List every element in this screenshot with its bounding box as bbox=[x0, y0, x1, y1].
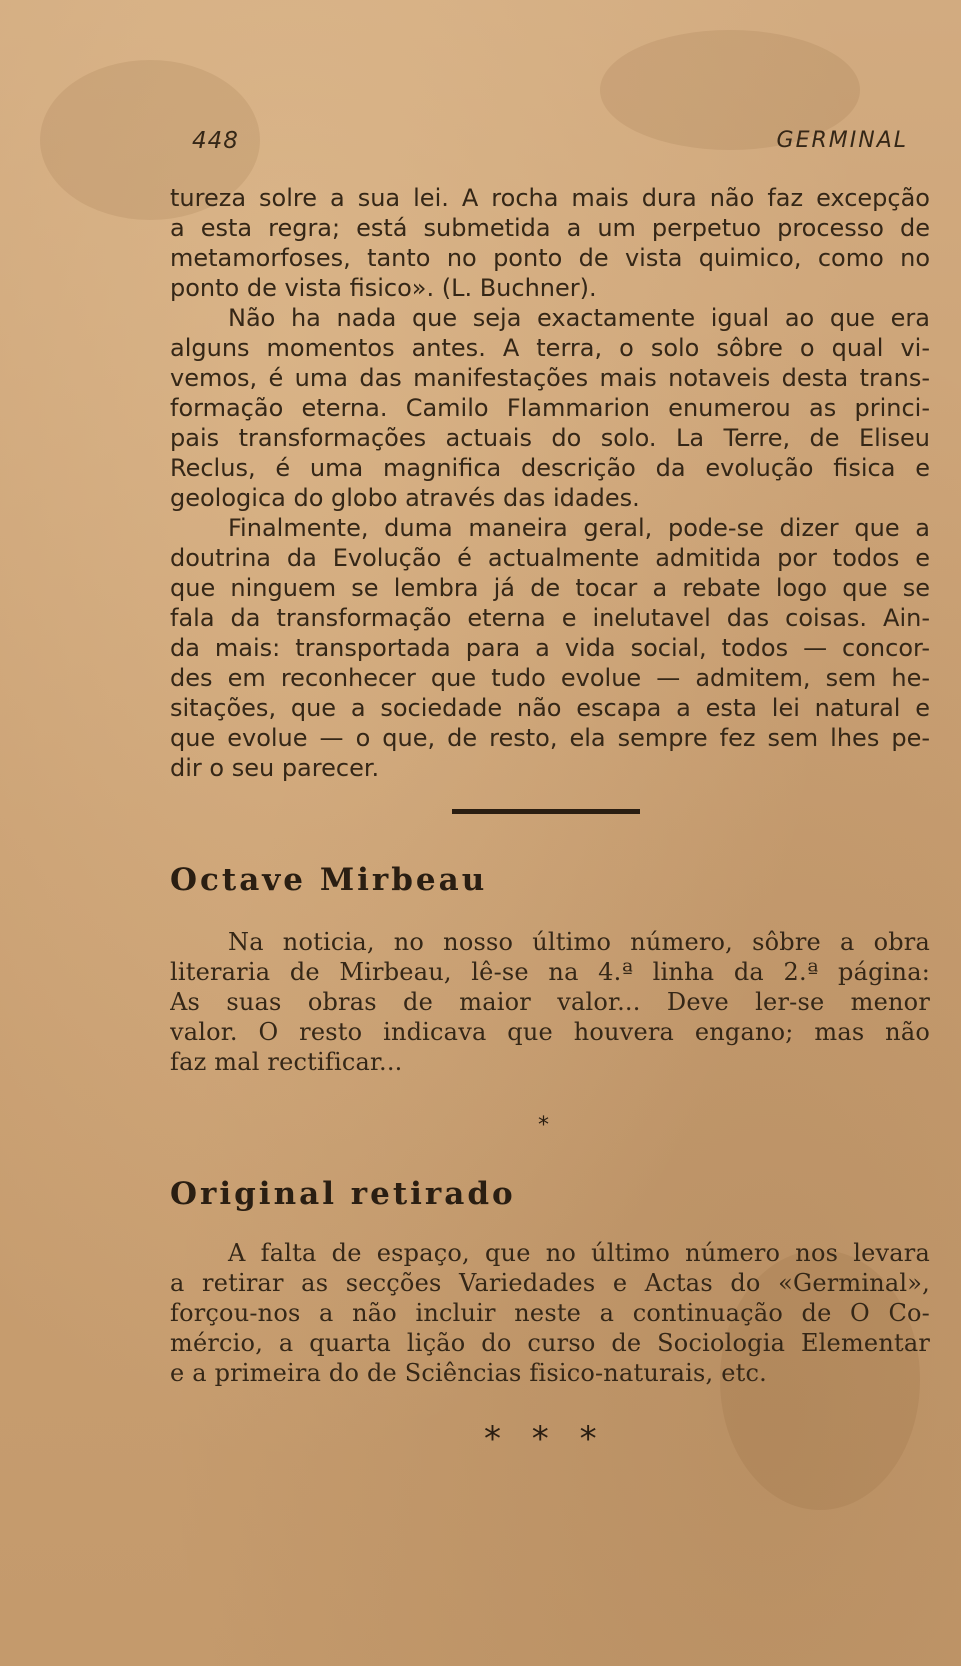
paragraph-evolution-of-earth bbox=[170, 303, 930, 513]
text-line: que ninguem se lembra já de tocar a rebate logo que se bbox=[170, 574, 930, 602]
section-title-original-retirado: Original retirado bbox=[170, 1176, 516, 1212]
separator-asterisk: * bbox=[538, 1113, 549, 1138]
text-line: literaria de Mirbeau, lê-se na 4.ª linha da 2.ª página: bbox=[170, 958, 930, 986]
text-line: a esta regra; está submetida a um perpetuo processo de bbox=[170, 214, 930, 242]
paragraph-octave-mirbeau bbox=[170, 927, 930, 1077]
text-line: a retirar as secções Variedades e Actas do «Germinal», bbox=[170, 1269, 930, 1297]
text-line: sitações, que a sociedade não escapa a esta lei natural e bbox=[170, 694, 930, 722]
text-line: Na noticia, no nosso último número, sôbre a obra bbox=[228, 928, 930, 956]
text-line: mércio, a quarta lição do curso de Sociologia Elementar bbox=[170, 1329, 930, 1357]
text-line: e a primeira do de Sciências fisico-naturais, etc. bbox=[170, 1359, 767, 1387]
text-line: valor. O resto indicava que houvera engano; mas não bbox=[170, 1018, 930, 1046]
section-divider-rule bbox=[452, 809, 640, 814]
running-title: GERMINAL bbox=[776, 128, 908, 153]
text-line: doutrina da Evolução é actualmente admitida por todos e bbox=[170, 544, 930, 572]
text-line: da mais: transportada para a vida social, todos — concor- bbox=[170, 634, 930, 662]
text-line: metamorfoses, tanto no ponto de vista quimico, como no bbox=[170, 244, 930, 272]
text-line: Não ha nada que seja exactamente igual ao que era bbox=[228, 304, 930, 332]
paragraph-continuation bbox=[170, 183, 930, 303]
text-line: Reclus, é uma magnifica descrição da evolução fisica e bbox=[170, 454, 930, 482]
page-header bbox=[192, 128, 908, 162]
text-line: que evolue — o que, de resto, ela sempre fez sem lhes pe- bbox=[170, 724, 930, 752]
paragraph-original-retirado bbox=[170, 1238, 930, 1388]
text-line: des em reconhecer que tudo evolue — admitem, sem he- bbox=[170, 664, 930, 692]
closing-asterism: * * * bbox=[484, 1419, 607, 1459]
text-line: tureza solre a sua lei. A rocha mais dura não faz excepção bbox=[170, 184, 930, 212]
text-line: fala da transformação eterna e inelutavel das coisas. Ain- bbox=[170, 604, 930, 632]
text-line: geologica do globo através das idades. bbox=[170, 484, 640, 512]
text-line: A falta de espaço, que no último número nos levara bbox=[228, 1239, 930, 1267]
text-line: forçou-nos a não incluir neste a continuação de O Co- bbox=[170, 1299, 930, 1327]
text-line: formação eterna. Camilo Flammarion enumerou as princi- bbox=[170, 394, 930, 422]
text-line: As suas obras de maior valor... Deve ler-se menor bbox=[170, 988, 930, 1016]
text-line: dir o seu parecer. bbox=[170, 754, 380, 782]
text-line: faz mal rectificar... bbox=[170, 1048, 403, 1076]
page-number: 448 bbox=[192, 128, 239, 154]
text-line: ponto de vista fisico». (L. Buchner). bbox=[170, 274, 597, 302]
paragraph-doctrine-of-evolution bbox=[170, 513, 930, 783]
text-line: pais transformações actuais do solo. La Terre, de Eliseu bbox=[170, 424, 930, 452]
text-line: Finalmente, duma maneira geral, pode-se dizer que a bbox=[228, 514, 930, 542]
section-title-octave-mirbeau: Octave Mirbeau bbox=[170, 862, 488, 898]
text-line: alguns momentos antes. A terra, o solo sôbre o qual vi- bbox=[170, 334, 930, 362]
text-line: vemos, é uma das manifestações mais notaveis desta trans- bbox=[170, 364, 930, 392]
